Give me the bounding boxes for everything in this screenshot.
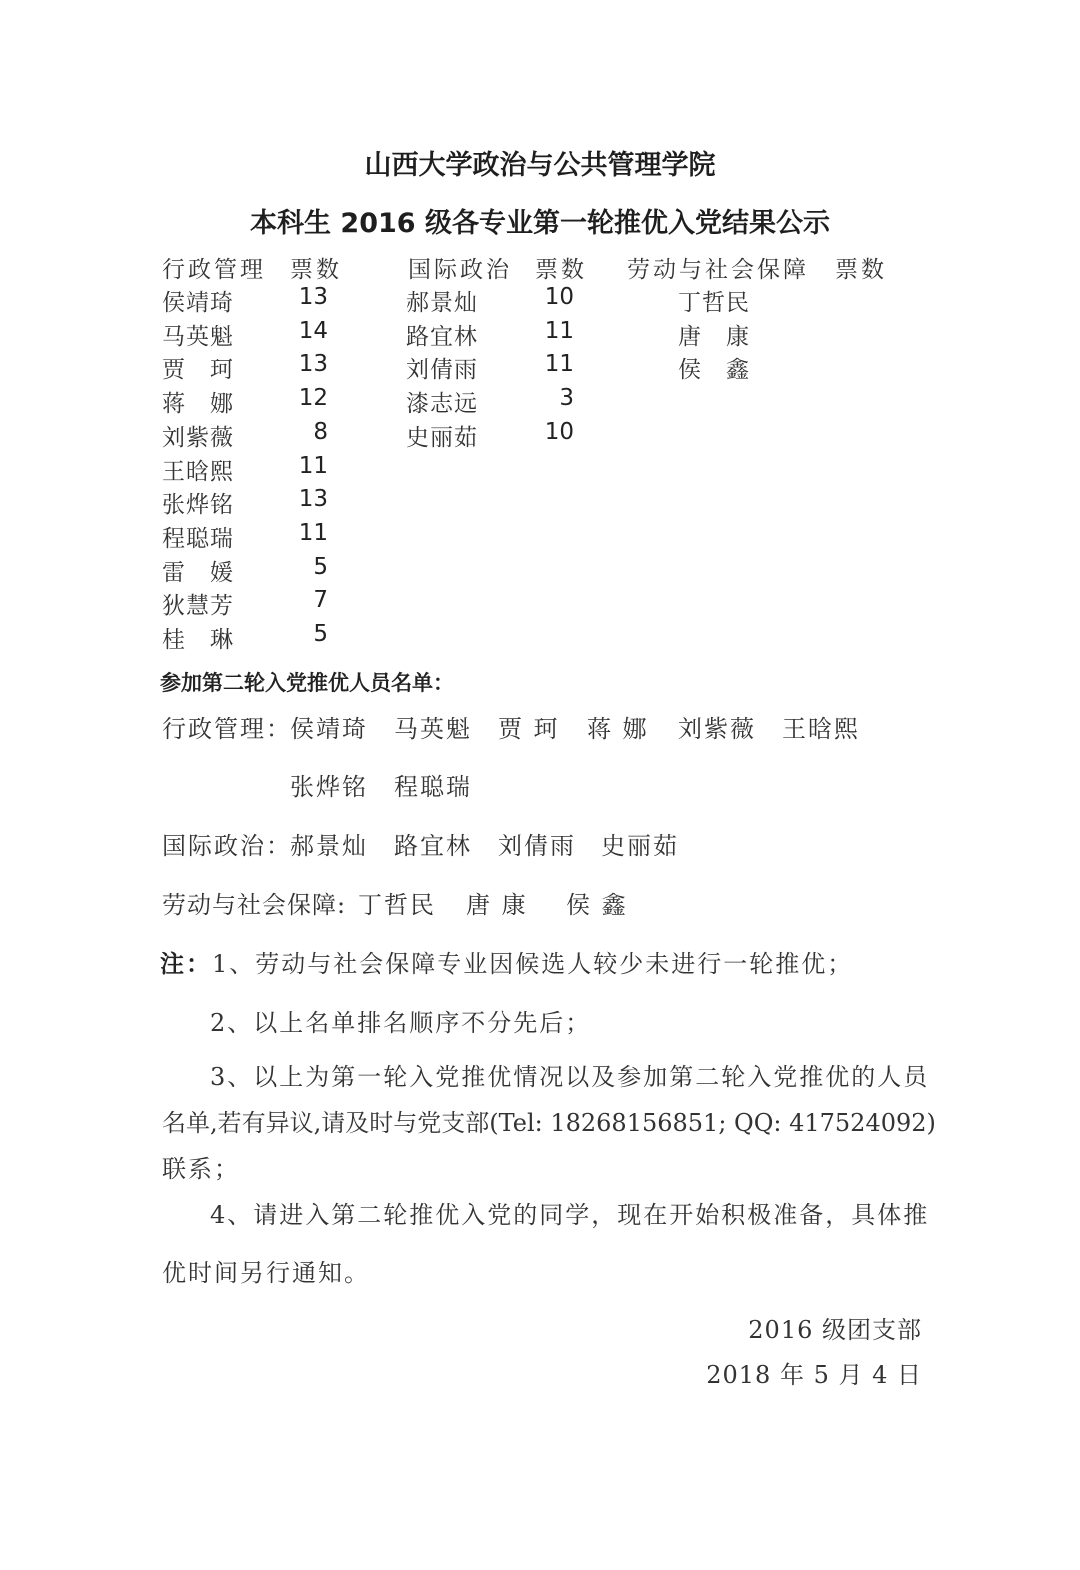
intl-votes-header: 票数	[535, 257, 587, 283]
admin-row-name: 蒋 娜	[162, 391, 234, 418]
note-3-line3: 联系；	[162, 1155, 240, 1183]
labor-row-name: 唐 康	[678, 323, 750, 350]
title-line1: 山西大学政治与公共管理学院	[364, 150, 716, 181]
admin-row-name: 马英魁	[162, 323, 234, 350]
admin-row-votes: 5	[313, 621, 328, 647]
intl-row-name: 漆志远	[406, 391, 478, 418]
second-round-name: 蒋 娜	[587, 715, 649, 743]
admin-row-votes: 13	[298, 351, 328, 378]
second-round-name: 程聪瑞	[394, 773, 472, 801]
admin-row-votes: 12	[298, 385, 328, 412]
signature-org: 2016 级团支部	[748, 1316, 922, 1344]
admin-header: 行政管理	[162, 257, 266, 283]
admin-votes-header: 票数	[290, 257, 342, 283]
second-round-name: 刘紫薇	[678, 715, 756, 743]
admin-row-votes: 8	[313, 418, 328, 445]
intl-row-name: 路宜林	[406, 323, 478, 350]
second-round-name: 马英魁	[394, 715, 472, 743]
intl-row-votes: 3	[559, 385, 574, 412]
second-round-name: 侯靖琦	[290, 715, 368, 743]
admin-row-votes: 5	[313, 553, 328, 580]
labor-row-name: 丁哲民	[678, 290, 750, 316]
intl-row-name: 郝景灿	[406, 290, 478, 316]
intl-header: 国际政治	[408, 257, 512, 283]
second-round-name: 史丽茹	[601, 832, 679, 860]
admin-row-name: 王晗熙	[162, 458, 234, 485]
intl-row-name: 刘倩雨	[406, 357, 478, 384]
admin-row-votes: 7	[313, 587, 328, 614]
second-round-name: 侯 鑫	[566, 891, 628, 919]
title-line2: 本科生 2016 级各专业第一轮推优入党结果公示	[250, 208, 830, 239]
admin-row-name: 程聪瑞	[162, 525, 234, 552]
second-round-intl-label: 国际政治：	[162, 832, 292, 860]
admin-row-votes: 14	[298, 317, 328, 344]
note-2: 2、以上名单排名顺序不分先后；	[210, 1009, 592, 1037]
admin-row-name: 侯靖琦	[162, 290, 234, 316]
intl-row-name: 史丽茹	[406, 424, 478, 451]
second-round-name: 丁哲民	[358, 891, 436, 919]
second-round-name: 贾 珂	[498, 715, 560, 743]
admin-row-name: 刘紫薇	[162, 424, 234, 451]
labor-row-name: 侯 鑫	[678, 357, 750, 384]
note-4-line1: 4、请进入第二轮推优入党的同学，现在开始积极准备，具体推	[210, 1201, 930, 1229]
second-round-admin-label: 行政管理：	[162, 715, 292, 743]
second-round-name: 刘倩雨	[498, 832, 576, 860]
note-label: 注：	[160, 950, 212, 978]
admin-row-votes: 11	[298, 519, 328, 546]
second-round-name: 路宜林	[394, 832, 472, 860]
admin-row-name: 贾 珂	[162, 357, 234, 384]
admin-row-votes: 13	[298, 486, 328, 513]
second-round-name: 张烨铭	[290, 773, 368, 801]
admin-row-name: 张烨铭	[162, 492, 234, 519]
admin-row-name: 雷 媛	[162, 559, 234, 586]
labor-votes-header: 票数	[835, 257, 887, 283]
admin-row-name: 狄慧芳	[162, 593, 234, 620]
admin-row-name: 桂 琳	[162, 627, 234, 653]
signature-date: 2018 年 5 月 4 日	[706, 1361, 922, 1389]
intl-row-votes: 11	[544, 317, 574, 344]
note-1-text: 1、劳动与社会保障专业因候选人较少未进行一轮推优；	[212, 950, 854, 978]
note-3-line2: 名单,若有异议,请及时与党支部(Tel: 18268156851; QQ: 417524092)	[162, 1109, 936, 1137]
note-3-line1: 3、以上为第一轮入党推优情况以及参加第二轮入党推优的人员	[210, 1063, 930, 1091]
second-round-title: 参加第二轮入党推优人员名单：	[160, 671, 454, 695]
intl-row-votes: 10	[544, 284, 574, 310]
note-4-line2: 优时间另行通知。	[162, 1259, 370, 1287]
intl-row-votes: 10	[544, 418, 574, 445]
note-1	[160, 944, 853, 979]
second-round-name: 王晗熙	[782, 715, 860, 743]
labor-header: 劳动与社会保障	[627, 257, 809, 283]
second-round-labor-label: 劳动与社会保障:	[162, 891, 347, 919]
admin-row-votes: 13	[298, 284, 328, 310]
second-round-name: 唐 康	[466, 891, 528, 919]
intl-row-votes: 11	[544, 351, 574, 378]
admin-row-votes: 11	[298, 452, 328, 479]
second-round-name: 郝景灿	[290, 832, 368, 860]
